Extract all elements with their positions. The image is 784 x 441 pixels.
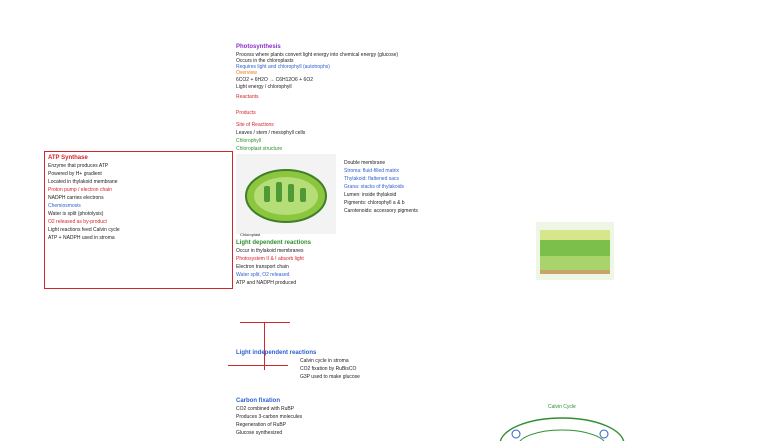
section-line: Electron transport chain	[236, 264, 289, 270]
text-line: Site of Reactions	[236, 122, 274, 128]
diagram-label: Pigments: chlorophyll a & b	[344, 200, 405, 206]
section-line: Glucose synthesized	[236, 430, 283, 436]
text-line: Overview	[236, 70, 257, 76]
equation: 6CO2 + 6H2O → C6H12O6 + 6O2	[236, 77, 313, 83]
section-line: Calvin cycle in stroma	[300, 358, 349, 364]
box-line: Chemiosmosis	[48, 203, 81, 209]
section-title: Carbon fixation	[236, 398, 281, 404]
box-line: Located in thylakoid membrane	[48, 179, 118, 185]
box-title: ATP Synthase	[48, 155, 88, 161]
leaf-section-image	[536, 222, 614, 280]
text-line: Reactants	[236, 94, 259, 100]
box-line: Water is split (photolysis)	[48, 211, 104, 217]
text-line: Requires light and chlorophyll (autotrophs)	[236, 64, 330, 70]
section-title: Light independent reactions	[236, 350, 317, 356]
section-line: G3P used to make glucose	[300, 374, 360, 380]
section-line: Occur in thylakoid membranes	[236, 248, 304, 254]
section-line: CO2 combined with RuBP	[236, 406, 295, 412]
section-line: CO2 fixation by RuBisCO	[300, 366, 357, 372]
diagram-label: Thylakoid: flattened sacs	[344, 176, 400, 182]
section-line: Photosystem II & I absorb light	[236, 256, 304, 262]
box-line: Proton pump / electron chain	[48, 187, 112, 193]
diagram-label: Lumen: inside thylakoid	[344, 192, 397, 198]
diagram-label: Stroma: fluid-filled matrix	[344, 168, 400, 174]
diagram-label: Carotenoids: accessory pigments	[344, 208, 418, 214]
divider	[264, 322, 265, 370]
text-line: Chloroplast structure	[236, 146, 283, 152]
text-line: Process where plants convert light energy into chemical energy (glucose)	[236, 52, 399, 58]
box-line: Powered by H+ gradient	[48, 171, 102, 177]
diagram-label: Double membrane	[344, 160, 386, 166]
box-line: NADPH carries electrons	[48, 195, 104, 201]
chloroplast-image	[236, 154, 336, 234]
section-line: Produces 3-carbon molecules	[236, 414, 303, 420]
diagram-label: Grana: stacks of thylakoids	[344, 184, 405, 190]
section-title: Light dependent reactions	[236, 240, 312, 246]
calvin-label: Calvin Cycle	[548, 404, 576, 410]
text-line: Leaves / stem / mesophyll cells	[236, 130, 306, 136]
chloroplast-caption: Chloroplast	[240, 232, 261, 237]
text-line: Products	[236, 110, 256, 116]
box-line: Enzyme that produces ATP	[48, 163, 109, 169]
box-line: Light reactions feed Calvin cycle	[48, 227, 120, 233]
section-line: ATP and NADPH produced	[236, 280, 297, 286]
text-line: Light energy / chlorophyll	[236, 84, 292, 90]
box-line: O2 released as by-product	[48, 219, 107, 225]
text-line: Chlorophyll	[236, 138, 262, 144]
section-line: Regeneration of RuBP	[236, 422, 287, 428]
divider	[228, 365, 288, 366]
box-line: ATP + NADPH used in stroma	[48, 235, 115, 241]
section-line: Water split, O2 released	[236, 272, 290, 278]
divider	[240, 322, 290, 323]
text-line: Occurs in the chloroplasts	[236, 58, 294, 64]
page-title: Photosynthesis	[236, 44, 281, 50]
